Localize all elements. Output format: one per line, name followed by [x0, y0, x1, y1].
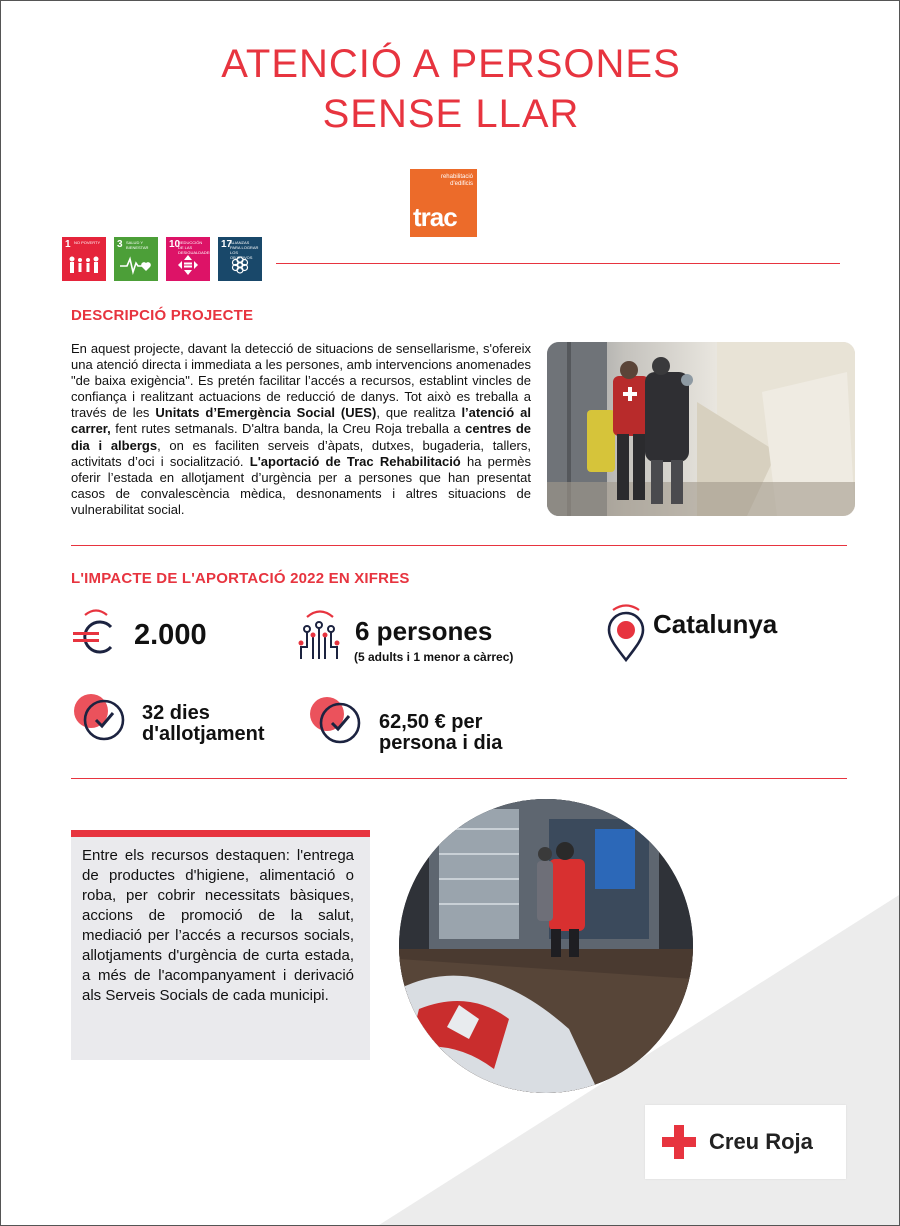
page-title — [1, 39, 900, 139]
creu-roja-logo — [645, 1105, 846, 1179]
heartbeat-icon — [120, 255, 152, 275]
check-icon-cost — [309, 696, 365, 746]
region-value: Catalunya — [653, 609, 778, 639]
sdg-icons — [62, 237, 262, 281]
title-line-2: SENSE LLAR — [322, 92, 580, 136]
description-text: En aquest projecte, davant la detecció de situacions de sensellarisme, s'ofereix una atenció directa i immediata a les persones, amb intervencions anomenades "de baixa exigència". Es pretén facilitar l’accés a recursos, establint vincles de confiança i realitzant actuacions de reducció de danys. Tot això es treballa a través de les Unitats d’Emergència Social (UES), que realitza l’atenció al carrer, fent rutes setmanals. D'altra banda, la Creu Roja treballa a centres de dia i albergs, on es faciliten serveis d’àpats, dutxes, bugaderia, tallers, activitats d’oci i socialització. L'aportació de Trac Rehabilitació ha permès oferir l’estada en allotjament d’urgència per a persones que han presentat casos de convalescència mèdica, desnonaments i altres situacions de vulnerabilitat social. — [71, 341, 531, 517]
equality-icon — [172, 255, 204, 275]
volunteers-hallway-photo — [547, 342, 855, 516]
flower-icon — [224, 255, 256, 275]
impact-heading: L'IMPACTE DE L'APORTACIÓ 2022 EN XIFRES — [71, 570, 410, 587]
title-line-1: ATENCIÓ A PERSONES — [221, 42, 681, 86]
description-heading: DESCRIPCIÓ PROJECTE — [71, 307, 254, 324]
red-cross-icon — [662, 1125, 696, 1159]
resources-text: Entre els recursos destaquen: l'entrega de productes d'higiene, alimentació o roba, per cobrir necessitats bàsiques, accions de promoció de la salut, mediació per l’accés a recursos socials, allotjaments d'urgència de curta estada, a més de l'acompanyament i derivació als Serveis Socials de cada municipi. — [82, 847, 354, 1004]
description-divider — [71, 545, 847, 546]
trac-logo-subtitle: rehabilitació d'edificis — [440, 174, 473, 187]
trac-logo-word: trac — [413, 202, 457, 232]
check-icon-days — [73, 693, 129, 743]
amount-value: 2.000 — [134, 619, 207, 651]
street-illustration — [399, 799, 693, 1093]
hallway-illustration — [547, 342, 855, 516]
trac-logo — [410, 169, 477, 237]
days-value: 32 dies d'allotjament — [142, 702, 265, 745]
sdg-3-tile: 3 SALUD Y BIENESTAR — [114, 237, 158, 281]
people-value: 6 persones — [355, 616, 493, 646]
impact-divider — [71, 778, 847, 779]
euro-icon — [71, 607, 119, 657]
people-icon — [68, 255, 100, 275]
sdg-17-tile: 17 ALIANZAS PARA LOGRAR LOS OBJETIVOS — [218, 237, 262, 281]
cost-value: 62,50 € per persona i dia — [379, 711, 503, 754]
people-network-icon — [293, 607, 345, 663]
street-volunteers-photo — [399, 799, 693, 1093]
header-divider — [276, 263, 840, 264]
people-detail: (5 adults i 1 menor a càrrec) — [354, 650, 514, 664]
resources-box-accent — [71, 830, 370, 837]
sdg-1-tile: 1 NO POVERTY — [62, 237, 106, 281]
sdg-10-tile: 10 REDUCCIÓN DE LAS DESIGUALDADES — [166, 237, 210, 281]
org-name: Creu Roja — [709, 1129, 813, 1154]
location-pin-icon — [605, 602, 647, 664]
